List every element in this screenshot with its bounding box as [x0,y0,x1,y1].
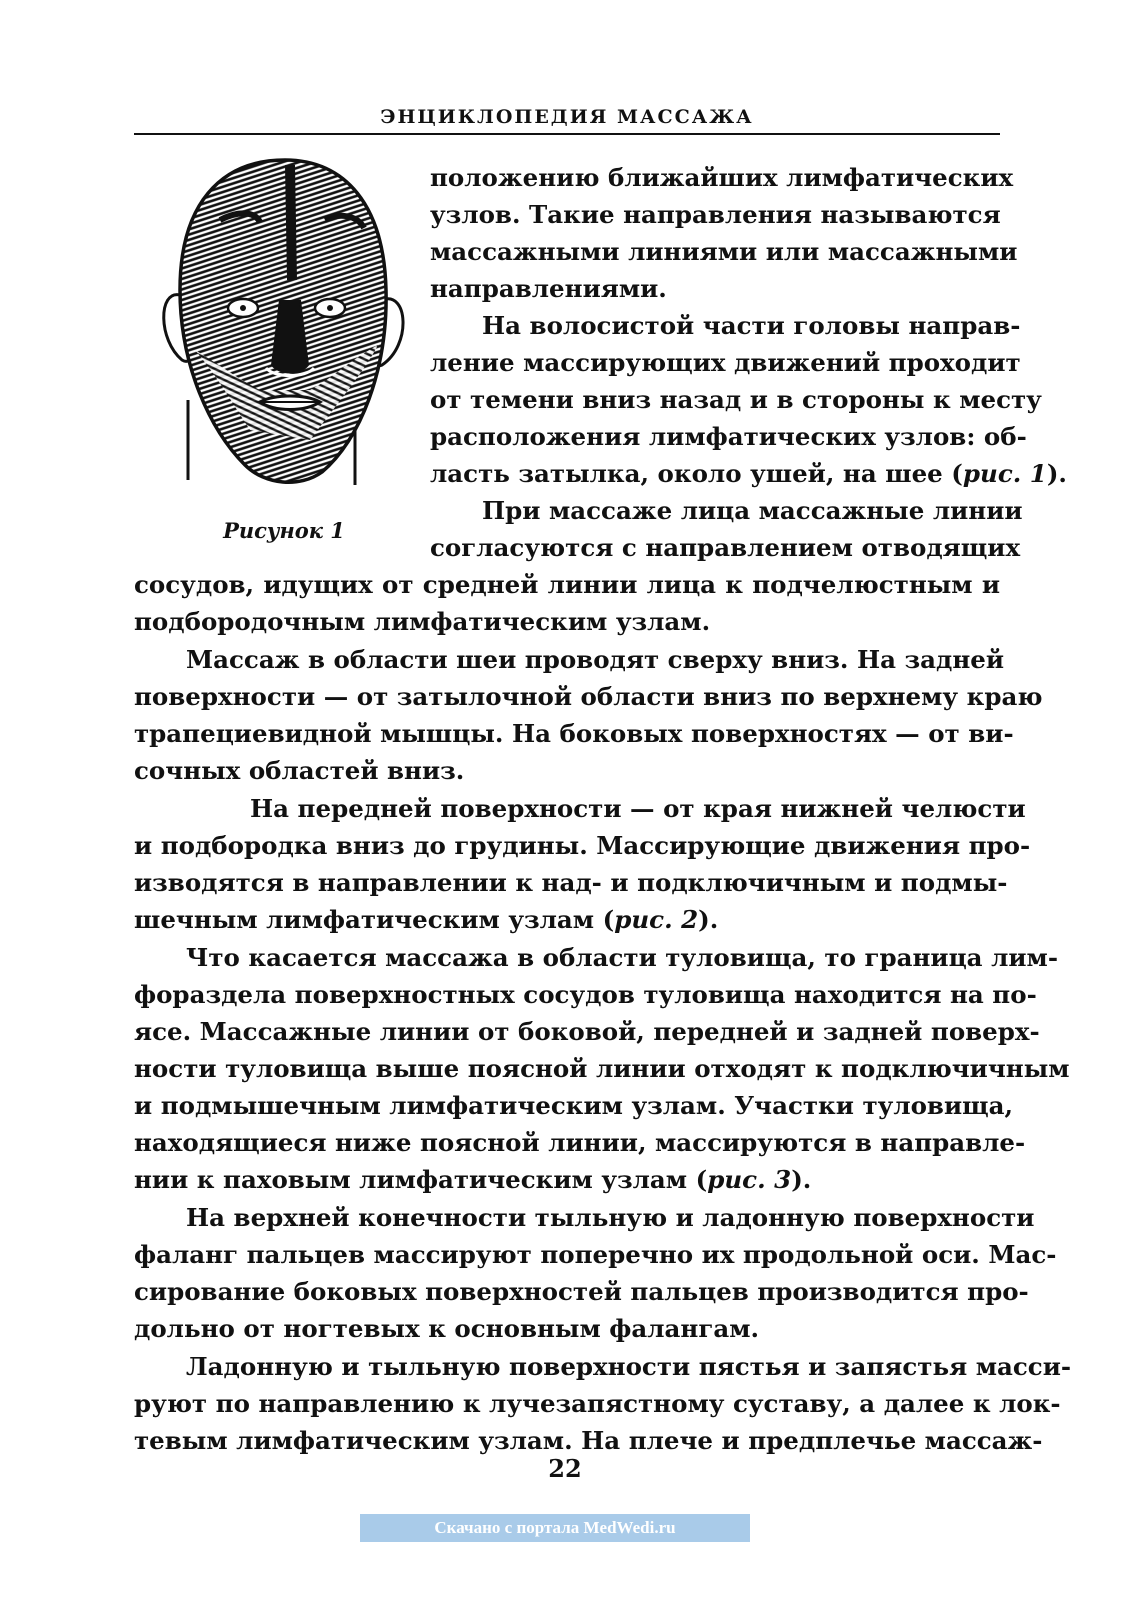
text-line: сирование боковых поверхностей пальцев производится про- [134,1277,1029,1306]
face-massage-lines-icon [150,150,420,500]
text-fragment: ). [791,1165,812,1194]
text-line: тевым лимфатическим узлам. На плече и предплечье массаж- [134,1426,1043,1455]
text-line: Что касается массажа в области туловища, то граница лим- [186,943,1058,972]
text-line: ление массирующих движений проходит [430,348,1021,377]
text-line: При массаже лица массажные линии [482,496,1023,525]
text-line: трапециевидной мышцы. На боковых поверхностях — от ви- [134,719,1014,748]
watermark-banner[interactable]: Скачано с портала MedWedi.ru [360,1514,750,1542]
text-line: шечным лимфатическим узлам ( [134,905,615,934]
text-line: изводятся в направлении к над- и подключичным и подмы- [134,868,1008,897]
text-line: подбородочным лимфатическим узлам. [134,607,711,636]
text-line: Массаж в области шеи проводят сверху вниз. На задней [186,645,1005,674]
text-line-with-ref [134,902,1000,938]
running-header: ЭНЦИКЛОПЕДИЯ МАССАЖА [380,106,754,128]
page-number: 22 [548,1454,582,1483]
text-fragment: ). [1046,459,1067,488]
text-line-with-ref [430,456,1067,492]
figure-reference: рис. 1 [962,459,1047,488]
text-line: находящиеся ниже поясной линии, массируются в направле- [134,1128,1026,1157]
text-fragment: ). [698,905,719,934]
text-line: направлениями. [430,274,667,303]
figure-1 [150,150,420,500]
header-rule [134,133,1000,135]
text-line: поверхности — от затылочной области вниз по верхнему краю [134,682,1043,711]
text-line: Ладонную и тыльную поверхности пястья и запястья масси- [186,1352,1072,1381]
text-line: нии к паховым лимфатическим узлам ( [134,1165,708,1194]
text-line: сосудов, идущих от средней линии лица к подчелюстным и [134,570,1000,599]
text-line: ласть затылка, около ушей, на шее ( [430,459,963,488]
text-line: и подмышечным лимфатическим узлам. Участки туловища, [134,1091,1014,1120]
text-line: фаланг пальцев массируют поперечно их продольной оси. Мас- [134,1240,1057,1269]
text-line: положению ближайших лимфатических [430,163,1014,192]
text-line: согласуются с направлением отводящих [430,533,1021,562]
text-line: ности туловища выше поясной линии отходят к подключичным [134,1054,1070,1083]
text-line: массажными линиями или массажными [430,237,1018,266]
figure-reference: рис. 3 [707,1165,792,1194]
text-line: руют по направлению к лучезапястному суставу, а далее к лок- [134,1389,1061,1418]
text-line: На передней поверхности — от края нижней челюсти [250,794,1026,823]
figure-reference: рис. 2 [614,905,699,934]
text-line: расположения лимфатических узлов: об- [430,422,1027,451]
text-line: и подбородка вниз до грудины. Массирующие движения про- [134,831,1031,860]
text-line: фораздела поверхностных сосудов туловища находится на по- [134,980,1037,1009]
text-line: дольно от ногтевых к основным фалангам. [134,1314,760,1343]
text-line: сочных областей вниз. [134,756,465,785]
text-line-with-ref [134,1162,1000,1198]
text-line: На волосистой части головы направ- [482,311,1021,340]
text-line: ясе. Массажные линии от боковой, передней и задней поверх- [134,1017,1040,1046]
text-line: узлов. Такие направления называются [430,200,1001,229]
figure-caption: Рисунок 1 [223,518,345,543]
text-line: от темени вниз назад и в стороны к месту [430,385,1042,414]
text-line: На верхней конечности тыльную и ладонную поверхности [186,1203,1035,1232]
